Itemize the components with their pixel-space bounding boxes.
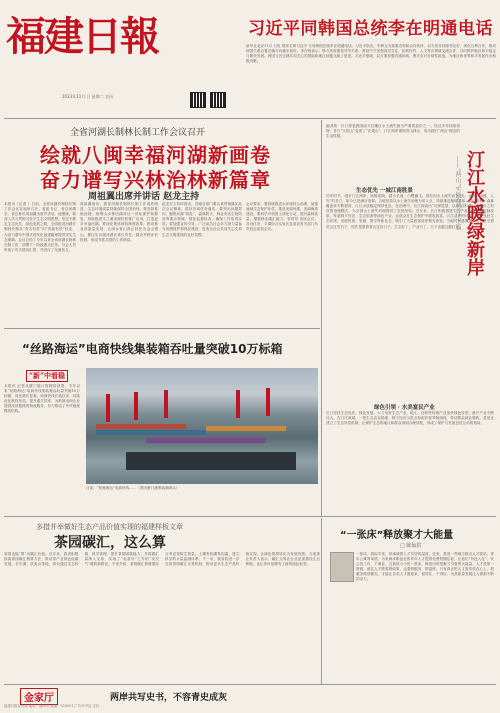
lead-subtitle: 周祖翼出席并讲话 赵龙主持 — [88, 192, 200, 202]
right-feature-subtitle: ——“两山”实践在长汀·下篇 — [454, 156, 461, 231]
lead-body-col4: 会议要求，要持续推进水环境综合治理，加强流域生态保护补偿，推进美丽河湖、美丽海湾建设。要科学开展国土绿化行动，提升森林质量，增强林业碳汇能力。省领导 出席会议。各设区市、平潭综合实验区及省直有关部门负责同志参加会议。 — [246, 202, 318, 232]
footer-title[interactable]: 两岸共写史书，不容青史成灰 — [110, 693, 228, 703]
lead-title-line1[interactable]: 绘就八闽幸福河湖新画卷 — [40, 143, 271, 167]
right-feature-intro: 编者按：长汀曾是我国南方红壤区水土流失最为严重的县份之一。经过多年持续治理，昔日“火焰山”变成了“花果山”，汀江两岸重现青山绿水，成为践行“两山”理念的生动样板。 — [326, 124, 460, 139]
photo-story-body: 本报讯 记者从厦门港口管理局获悉，今年以来“丝路海运”电商快线集装箱吞吐量突破10万标箱，同比增长显著。电商快线开通以来，持续优化航线布局，提升通关效率，为跨境电商企业提供高效便捷的物流服务，有力推动了外贸稳规模优结构。 — [4, 384, 80, 414]
masthead-info-line: 2023年11月 日 星期二 农历 — [62, 94, 114, 99]
lower-left-body: 茶园也能“算”出碳汇价值。近年来，我省积极探索茶园碳汇核算方法，推动茶产业绿色低碳发展。在安溪、武夷山等地，茶农通过生态种植、科学管理，提升茶园固碳能力，并将碳汇量纳入交易，实现了“卖茶叶”之外的“卖空气”增收新路径。专家介绍，茶园碳汇核算需综合考虑茶树生物量、土壤有机碳等因素，建立科学的计量监测体系。下一步，我省将进一步完善茶园碳汇交易机制，推动更多生态产品价值实现，让绿色资源转化为发展优势。当地茶企负责人表示，碳汇交易让企业更加重视生态种植，也让茶叶品牌有了新的绿色标签。 — [4, 552, 320, 567]
right-feature-body1: 初冬时节，漫步汀江两岸，绿树成荫，碧水长流，白鹭翩飞。曾经因水土流失而“山光、水浊、田瘦、人穷”的长汀，如今已是满目苍翠。当地坚持以水土流失治理为切入点，持续推进植树造林、封山育林，森林覆盖率不断提高，汀江水质稳定保持优良。在治理中，长汀探索出“反弹琵琶、以草促林”等一系列行之有效的治理模式，为全国水土流失治理提供了宝贵经验。近年来，长汀积极推进生态产品价值实现机制改革，发展林下经济、生态旅游等绿色产业，让群众在生态保护中增收致富。汀江沿岸的村庄，依托良好生态环境，发展民宿、采摘、研学等新业态，吸引了大量游客前来观光体验。当地村民感慨道，过去是守着荒山过穷日子，现在是靠着青山过好日子。生态好了，产业兴了，日子也越过越红火。 — [326, 194, 494, 229]
lead-body-col3: 赵龙在主持时指出，各地各部门要认真贯彻落实此次会议精神，抓好各项任务落实。要突出问题导向，聚焦河湖“四乱”、森林防火、林业有害生物防治等重点领域，强化监督检查，确保工作取得实效。要加强宣传引导，广泛动员社会各方面力量参与河湖保护和林业建设，营造全社会共同关心支持生态文明建设的良好氛围。 — [162, 202, 242, 237]
footer-bottom-line: 福建日报社出版 地址：福州市 邮编：350001 广告许可证 定价 — [4, 704, 100, 708]
lead-kicker: 全省河湖长制林长制工作会议召开 — [70, 128, 206, 138]
lead-title-line2[interactable]: 奋力谱写兴林治林新篇章 — [40, 168, 271, 192]
right-feature-body2: 长汀坚持生态优先、绿色发展，大力培育生态产业。稀土、纺织等传统产业加快绿色转型，新兴产业不断壮大。在汀江流域，一批生态农业基地、林下经济示范点如雨后春笋般涌现，带动群众就业增收。县里还建立了生态补偿机制，让保护生态的地区和群众得到合理回报，形成了保护与发展良性互动的格局。 — [326, 411, 494, 426]
photo-story-title[interactable]: “丝路海运”电商快线集装箱吞吐量突破10万标箱 — [22, 342, 283, 356]
section-heading: 绿色引领 · 水美富民产业 — [374, 405, 435, 411]
lower-right-author: □ 陈仙洪 — [400, 543, 422, 549]
section-heading: 生态优先 一城江南胜景 — [356, 188, 413, 194]
author-portrait — [330, 552, 354, 582]
lead-body-col2: 周祖翼指出，我省河湖长制林长制工作成效明显，生态环境质量持续保持全国前列。要坚持系统治理，统筹山水林田湖草沙一体化保护和修复，持续推进木兰溪治理经验推广应用，打造更多幸福河湖。要深化集体林权制度改革，推动林业高质量发展，让绿水青山真正转化为金山银山。要压实各级河湖长林长责任，健全考核评价机制，形成齐抓共管的工作格局。 — [80, 202, 158, 242]
qr-code-icon — [190, 92, 206, 108]
column-logo: 金家厅 — [20, 688, 58, 705]
right-feature-title[interactable]: 汀江水暖绿新岸 — [464, 150, 485, 276]
photo-story-badge: “新”中看稳 — [26, 370, 68, 382]
lower-right-body: 一张床，看似平常，却承载着人才安居的温度。近来，我省一些地方推出人才驿站、青年公寓等举措，为来闽求职创业的青年人才提供免费短期住宿，让他们“拎包入住”，安心找工作、干事业。这看似小小的一张床，释放出的是聚才引智的大能量。人才是第一资源，留住人才既要拼政策，也要拼服务、拼温度。只有真正把人才需求放在心上，把服务做细做实，才能让各类人才愿意来、留得住、干得好，为高质量发展注入源源不断的动力。 — [356, 552, 494, 582]
lead-body-col1: 本报讯（记者 ）日前，全省河湖长制林长制工作会议在福州召开。省委书记、省总河湖长、省总林长周祖翼出席并讲话。他强调，要深入学习贯彻习近平生态文明思想，坚定不移走生态优先、绿色发展之路，全面推进河湖长制林长制从“有名有责”向“有能有效”转变，为奋力谱写中国式现代化福建篇章提供坚实生态保障。会议总结了今年以来全省河湖长制林长制工作，部署下一阶段重点任务。与会人员听取了有关情况汇报，并进行了交流发言。 — [4, 202, 76, 252]
port-container-photo — [86, 368, 318, 484]
top-headline[interactable]: 习近平同韩国总统李在明通电话 — [248, 19, 493, 39]
top-story-body: 新华社北京11月 日电 国家主席习近平 日同韩国总统李在明通电话。习近平指出，中韩互为重要近邻和合作伙伴，双方应坚持睦邻友好，深化互利合作，推动两国关系沿着正确方向稳步前进。李在明表示，韩方高度重视对华关系，愿同中方加强高层交往，拓展经贸、人文等各领域交流合作，共同维护地区和平稳定与繁荣发展。两国元首还就共同关心的国际和地区问题交换了意见。习近平强调，双方要加强沟通协调，携手应对全球性挑战，为地区和世界和平发展作出积极贡献。 — [246, 44, 496, 64]
newspaper-masthead: 福建日報 — [6, 13, 158, 60]
lower-left-title[interactable]: 茶园碳汇，这么算 — [54, 535, 166, 551]
qr-code-icon — [210, 92, 226, 108]
lower-left-kicker: 多措并举做好生态产品价值实现的福建样板文章 — [36, 523, 183, 531]
photo-caption: 日前，“丝路海运”电商快线……（图为厦门港集装箱码头） — [86, 486, 180, 490]
lower-right-title[interactable]: “一张床”释放聚才大能量 — [340, 530, 454, 541]
